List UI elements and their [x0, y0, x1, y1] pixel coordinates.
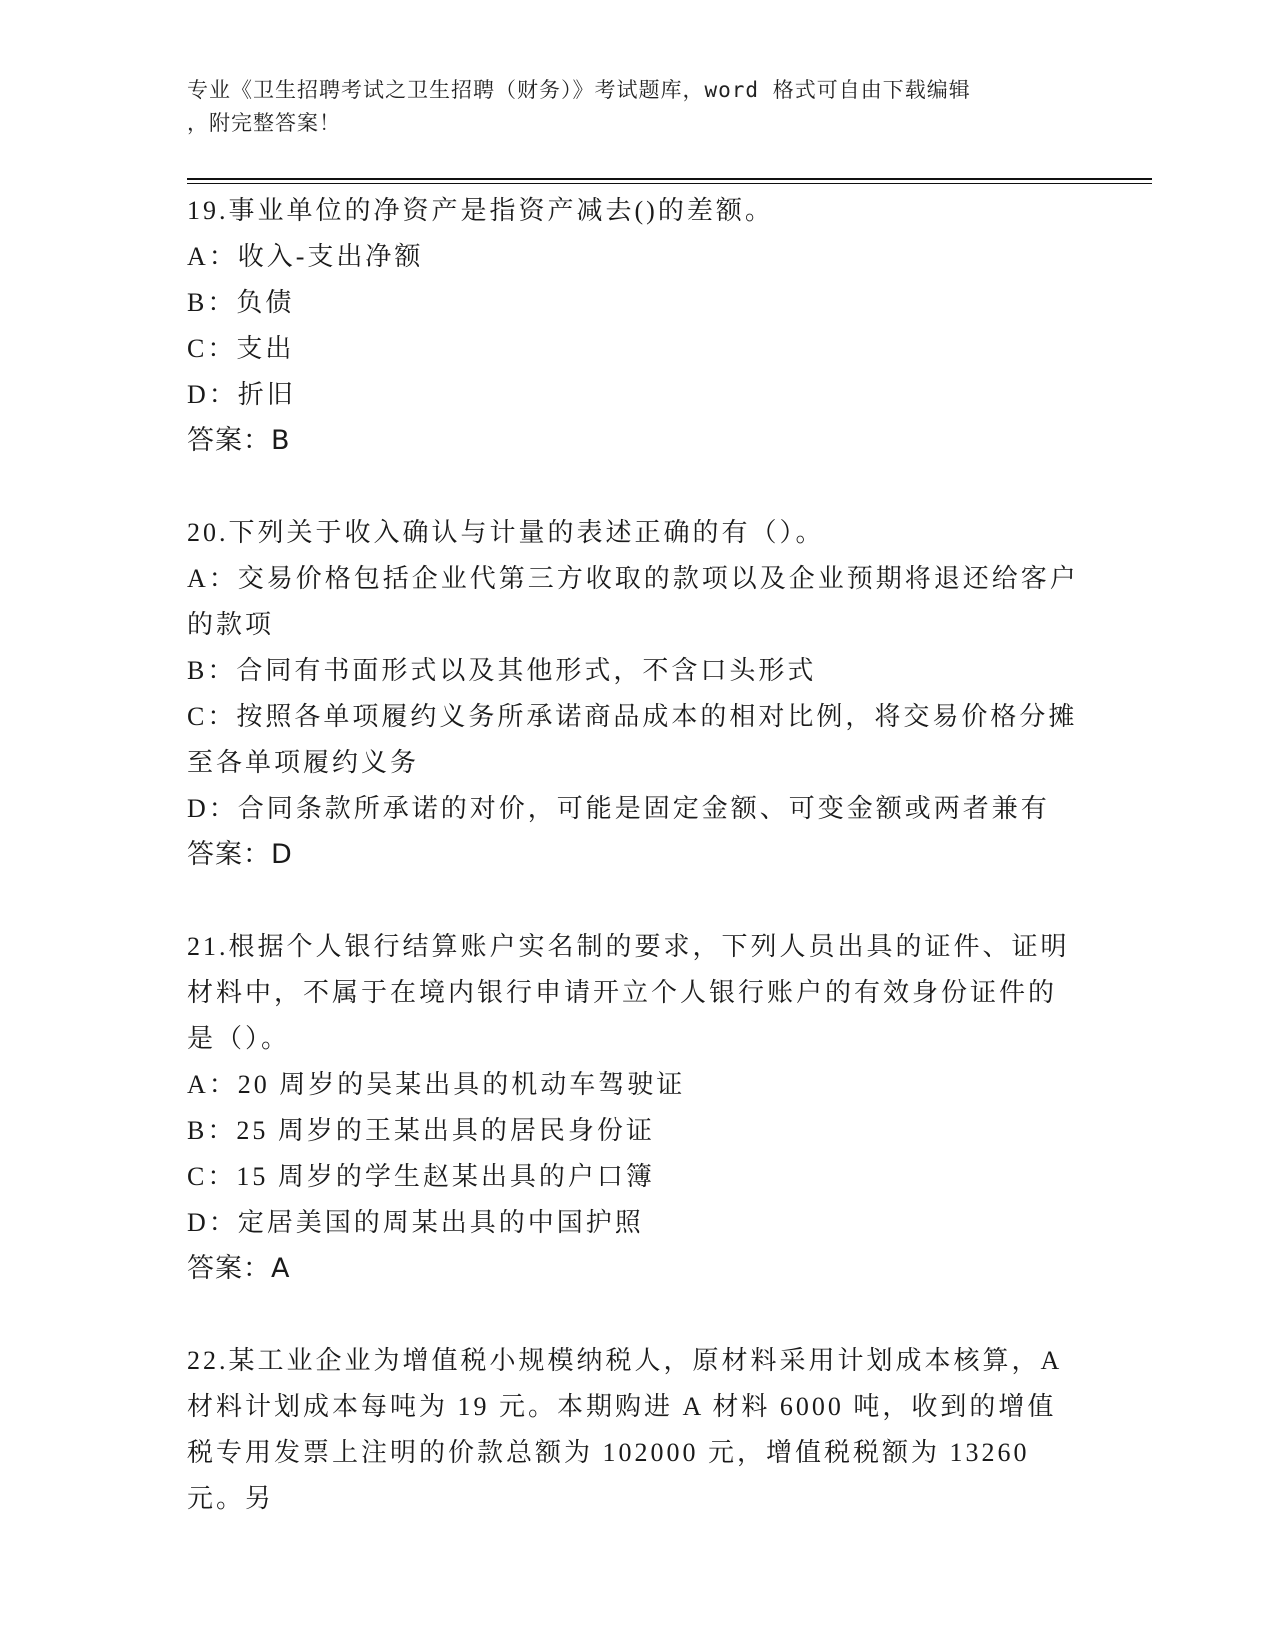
question-22 [187, 1338, 1082, 1522]
answer-label: 答案：D [187, 839, 293, 870]
question-20 [187, 510, 1082, 878]
answer-label: 答案：B [187, 425, 291, 456]
option-a: A：交易价格包括企业代第三方收取的款项以及企业预期将退还给客户的款项 [187, 564, 1079, 639]
answer-label: 答案：A [187, 1253, 291, 1284]
option-c: C：支出 [187, 334, 295, 363]
question-21 [187, 924, 1082, 1292]
question-stem: 19.事业单位的净资产是指资产减去()的差额。 [187, 196, 774, 225]
document-header [187, 74, 1067, 140]
option-a: A：20 周岁的吴某出具的机动车驾驶证 [187, 1070, 686, 1099]
option-b: B：负债 [187, 288, 295, 317]
option-b: B：25 周岁的王某出具的居民身份证 [187, 1116, 655, 1145]
question-stem: 21.根据个人银行结算账户实名制的要求，下列人员出具的证件、证明材料中，不属于在境内银行申请开立个人银行账户的有效身份证件的是（）。 [187, 932, 1070, 1053]
question-list [187, 188, 1082, 1568]
header-divider-thin [187, 183, 1152, 184]
question-stem: 20.下列关于收入确认与计量的表述正确的有（）。 [187, 518, 825, 547]
question-19 [187, 188, 1082, 464]
header-line-1: 专业《卫生招聘考试之卫生招聘（财务）》考试题库，word 格式可自由下载编辑 [187, 78, 971, 102]
header-divider-thick [187, 178, 1152, 180]
option-d: D：折旧 [187, 380, 296, 409]
option-c: C：按照各单项履约义务所承诺商品成本的相对比例，将交易价格分摊至各单项履约义务 [187, 702, 1078, 777]
question-stem: 22.某工业企业为增值税小规模纳税人，原材料采用计划成本核算，A 材料计划成本每吨为 19 元。本期购进 A 材料 6000 吨，收到的增值税专用发票上注明的价款总额为 102000 元，增值税税额为 13260 元。另 [187, 1346, 1061, 1513]
option-d: D：合同条款所承诺的对价，可能是固定金额、可变金额或两者兼有 [187, 794, 1050, 823]
option-a: A：收入-支出净额 [187, 242, 424, 271]
option-b: B：合同有书面形式以及其他形式，不含口头形式 [187, 656, 817, 685]
option-c: C：15 周岁的学生赵某出具的户口簿 [187, 1162, 655, 1191]
header-line-2: ，附完整答案！ [187, 111, 341, 135]
option-d: D：定居美国的周某出具的中国护照 [187, 1208, 644, 1237]
